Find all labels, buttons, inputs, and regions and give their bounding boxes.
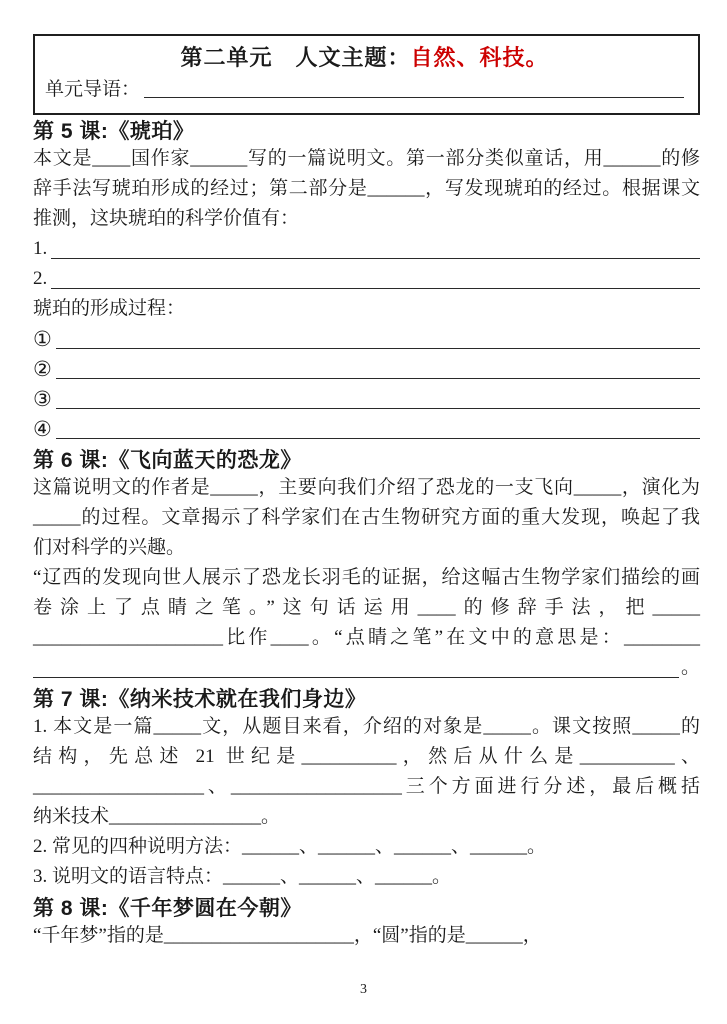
item-number: 2. <box>33 268 48 289</box>
lesson7-text-line: 3. 说明文的语言特点：______、______、______。 <box>33 866 452 887</box>
answer-line <box>56 348 700 349</box>
lesson5-answer-row-1 <box>33 234 700 264</box>
lesson5-text-line: 推测，这块琥珀的科学价值有： <box>33 208 300 229</box>
lesson6-text-line: _____的过程。文章揭示了科学家们在古生物研究方面的重大发现，唤起了我 <box>33 507 700 528</box>
answer-line <box>33 677 679 678</box>
lesson8-text-line: “千年梦”指的是____________________，“圆”指的是______， <box>33 925 542 946</box>
lesson5-text-line: 辞手法写琥珀形成的经过；第二部分是______，写发现琥珀的经过。根据课文 <box>33 178 700 199</box>
lesson5-step-row-1 <box>33 324 700 354</box>
circled-number: ③ <box>33 387 52 411</box>
item-number: 1. <box>33 238 48 259</box>
lesson5-heading: 第 5 课:《琥珀》 <box>33 120 195 143</box>
lesson7-text-line: 1. 本文是一篇_____文，从题目来看，介绍的对象是_____。课文按照_____的 <box>33 716 700 737</box>
lesson5-step-row-2 <box>33 354 700 384</box>
lesson6-heading: 第 6 课:《飞向蓝天的恐龙》 <box>33 449 302 472</box>
answer-line <box>56 408 700 409</box>
lesson6-text-line: 这篇说明文的作者是_____，主要向我们介绍了恐龙的一支飞向_____，演化为 <box>33 477 700 498</box>
answer-line <box>51 258 700 259</box>
answer-line <box>56 438 700 439</box>
lesson5-step-row-3 <box>33 384 700 414</box>
unit-intro-row <box>45 76 684 103</box>
circled-number: ② <box>33 357 52 381</box>
lesson7-text-line: 结构，先总述 21 世纪是__________，然后从什么是__________、 <box>33 746 700 767</box>
circled-number: ① <box>33 327 52 351</box>
answer-line <box>56 378 700 379</box>
sentence-period: 。 <box>680 657 700 678</box>
answer-line <box>144 97 684 98</box>
unit-intro-label: 单元导语： <box>45 79 141 100</box>
lesson6-answer-row <box>33 653 700 683</box>
lesson5-answer-row-2 <box>33 264 700 294</box>
lesson5-text-line: 本文是____国作家______写的一篇说明文。第一部分类似童话，用______的修 <box>33 148 700 169</box>
lesson7-heading: 第 7 课:《纳米技术就在我们身边》 <box>33 688 367 711</box>
unit-title-prefix: 第二单元 人文主题： <box>180 45 411 70</box>
lesson6-quote-line: ____________________比作____。“点睛之笔”在文中的意思是：________ <box>33 627 700 648</box>
page-number: 3 <box>360 982 367 997</box>
lesson6-quote-line: 卷涂上了点睛之笔。”这句话运用____的修辞手法，把_____ <box>33 597 700 618</box>
lesson5-step-row-4 <box>33 414 700 444</box>
unit-title-highlight: 自然、科技。 <box>410 45 549 70</box>
unit-title <box>45 43 684 73</box>
lesson6-text-line: 们对科学的兴趣。 <box>33 537 186 558</box>
circled-number: ④ <box>33 417 52 441</box>
unit-header-box <box>33 34 700 115</box>
lesson7-text-line: 纳米技术________________。 <box>33 806 281 827</box>
lesson5-process-label: 琥珀的形成过程： <box>33 298 186 319</box>
answer-line <box>51 288 700 289</box>
lesson7-text-line: 2. 常见的四种说明方法：______、______、______、______。 <box>33 836 547 857</box>
lesson8-heading: 第 8 课:《千年梦圆在今朝》 <box>33 897 302 920</box>
lesson7-text-line: __________________、__________________三个方面进行分述，最后概括 <box>33 776 700 797</box>
lesson6-quote-line: “辽西的发现向世人展示了恐龙长羽毛的证据，给这幅古生物学家们描绘的画 <box>33 567 700 588</box>
